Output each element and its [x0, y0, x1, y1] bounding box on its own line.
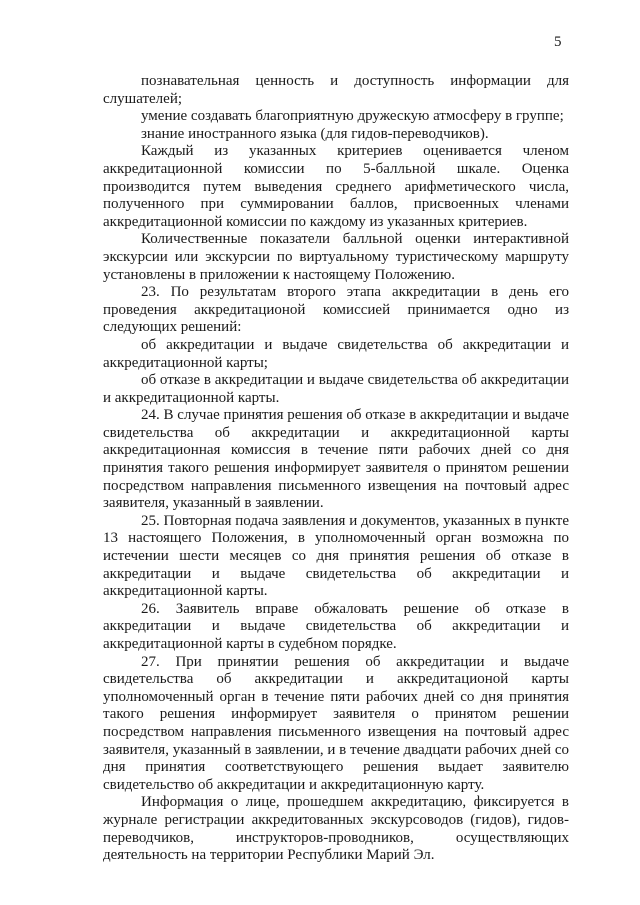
paragraph: 24. В случае принятия решения об отказе в аккредитации и выдаче свидетельства об аккредитации и аккредитационной карты аккредитационная комиссия в течение пяти рабочих дней со дня принятия такого решения информирует заявителя о принятом решении посредством направления письменного извещения на почтовый адрес заявителя, указанный в заявлении. — [103, 407, 569, 512]
paragraph: 23. По результатам второго этапа аккредитации в день его проведения аккредитационой комиссией принимается одно из следующих решений: — [103, 284, 569, 336]
paragraph: об отказе в аккредитации и выдаче свидетельства об аккредитации и аккредитационной карты. — [103, 372, 569, 406]
paragraph: 25. Повторная подача заявления и документов, указанных в пункте 13 настоящего Положения, в уполномоченный орган возможна по истечении шести месяцев со дня принятия решения об отказе в аккредитации и выдаче свидетельства об аккредитации и аккредитационной карты. — [103, 512, 569, 600]
paragraph: знание иностранного языка (для гидов-переводчиков). — [141, 125, 489, 142]
paragraph: познавательная ценность и доступность информации для слушателей; — [103, 73, 569, 107]
body-text — [103, 73, 569, 865]
paragraph: об аккредитации и выдаче свидетельства об аккредитации и аккредитационной карты; — [103, 336, 569, 371]
paragraph: Информация о лице, прошедшем аккредитацию, фиксируется в журнале регистрации аккредитованных экскурсоводов (гидов), гидов-переводчиков, инструкторов-проводников, осуществляющих деятельность на территории Республики Марий Эл. — [103, 794, 569, 864]
paragraph: умение создавать благоприятную дружескую атмосферу в группе; — [141, 108, 564, 125]
paragraph: 27. При принятии решения об аккредитации и выдаче свидетельства об аккредитации и аккредитационой карты уполномоченный орган в течение пяти рабочих дней со дня принятия такого решения информирует заявителя о принятом решении посредством направления письменного извещения на почтовый адрес заявителя, указанный в заявлении, и в течение двадцати рабочих дней со дня принятия соответствующего решения выдает заявителю свидетельство об аккредитации и аккредитационную карту. — [103, 653, 569, 793]
paragraph: Каждый из указанных критериев оценивается членом аккредитационной комиссии по 5-балльной шкале. Оценка производится путем выведения среднего арифметического числа, полученного при суммировании баллов, присвоенных членами аккредитационной комиссии по каждому из указанных критериев. — [103, 143, 569, 230]
paragraph: Количественные показатели балльной оценки интерактивной экскурсии или экскурсии по виртуальному туристическому маршруту установлены в приложении к настоящему Положению. — [103, 231, 569, 283]
page-number: 5 — [554, 34, 562, 50]
paragraph: 26. Заявитель вправе обжаловать решение об отказе в аккредитации и выдаче свидетельства об аккредитации и аккредитационной карты в судебном порядке. — [103, 600, 569, 652]
